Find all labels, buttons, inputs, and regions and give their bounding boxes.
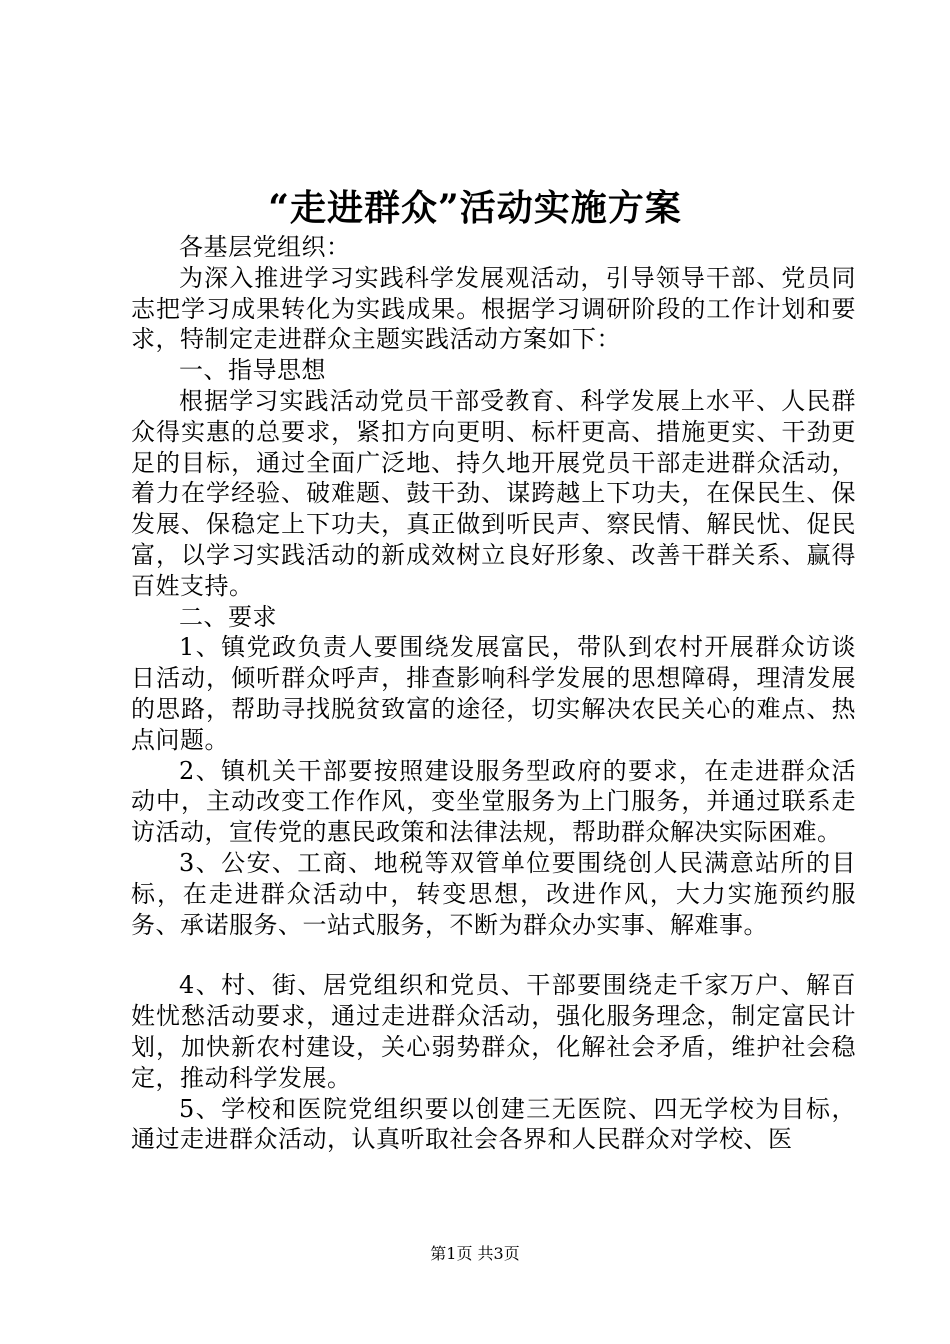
intro-paragraph: 为深入推进学习实践科学发展观活动，引导领导干部、党员同志把学习成果转化为实践成果。根据学习调研阶段的工作计划和要求，特制定走进群众主题实践活动方案如下： [131,263,856,354]
document-body [131,232,856,1155]
document-title: “走进群众”活动实施方案 [268,187,682,229]
page-number-footer: 第1页 共3页 [430,1244,520,1263]
requirement-item-1: 1、镇党政负责人要围绕发展富民，带队到农村开展群众访谈日活动，倾听群众呼声，排查影响科学发展的思想障碍，理清发展的思路，帮助寻找脱贫致富的途径，切实解决农民关心的难点、热点问题。 [131,633,856,754]
section-body-guiding-thought: 根据学习实践活动党员干部受教育、科学发展上水平、人民群众得实惠的总要求，紧扣方向更明、标杆更高、措施更实、干劲更足的目标，通过全面广泛地、持久地开展党员干部走进群众活动，着力在学经验、破难题、鼓干劲、谋跨越上下功夫，在保民生、保发展、保稳定上下功夫，真正做到听民声、察民情、解民忧、促民富，以学习实践活动的新成效树立良好形象、改善干群关系、赢得百姓支持。 [131,386,856,600]
requirement-item-3: 3、公安、工商、地税等双管单位要围绕创人民满意站所的目标，在走进群众活动中，转变思想，改进作风，大力实施预约服务、承诺服务、一站式服务，不断为群众办实事、解难事。 [131,848,856,939]
requirement-item-5: 5、学校和医院党组织要以创建三无医院、四无学校为目标，通过走进群众活动，认真听取社会各界和人民群众对学校、医 [131,1094,856,1154]
section-heading-guiding-thought: 一、指导思想 [179,356,326,385]
salutation: 各基层党组织： [179,233,351,261]
requirement-item-4: 4、村、街、居党组织和党员、干部要围绕走千家万户、解百姓忧愁活动要求，通过走进群众活动，强化服务理念，制定富民计划，加快新农村建设，关心弱势群众，化解社会矛盾，维护社会稳定，推动科学发展。 [131,971,856,1092]
requirement-item-2: 2、镇机关干部要按照建设服务型政府的要求，在走进群众活动中，主动改变工作作风，变坐堂服务为上门服务，并通过联系走访活动，宣传党的惠民政策和法律法规，帮助群众解决实际困难。 [131,756,856,847]
section-heading-requirements: 二、要求 [179,602,277,631]
